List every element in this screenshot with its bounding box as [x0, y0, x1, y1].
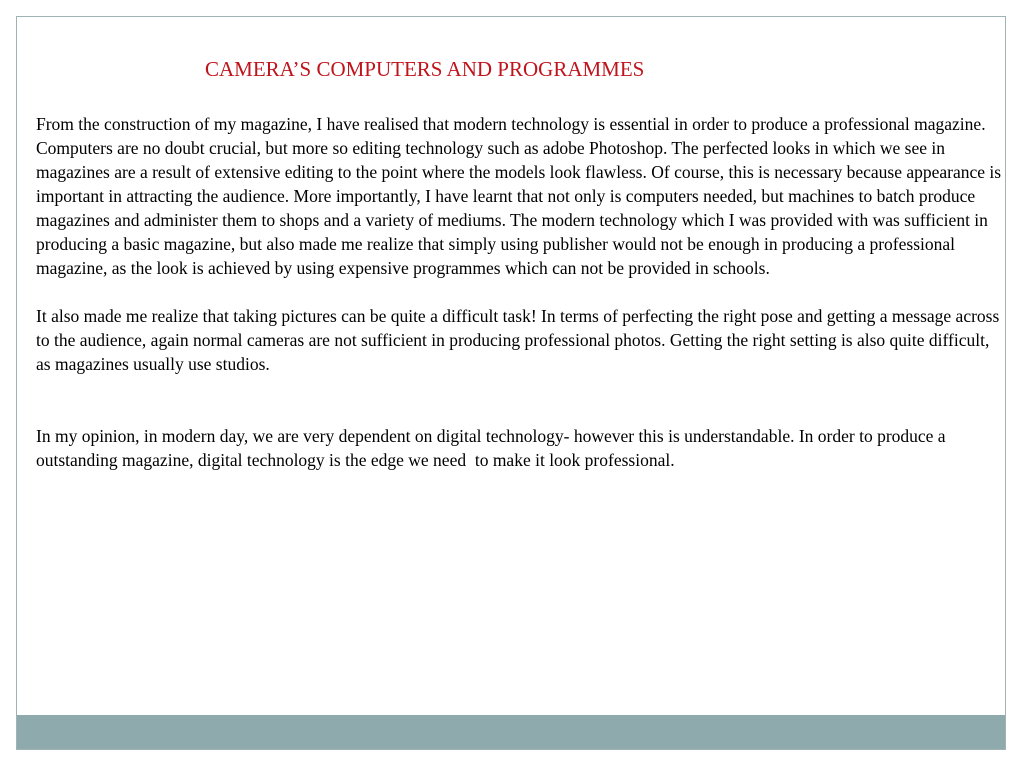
paragraph-opinion: In my opinion, in modern day, we are very dependent on digital technology- however this is understandable. In order to produce a outstanding magazine, digital technology is the edge we need to make it look professional. [36, 426, 955, 470]
paragraph-technology: From the construction of my magazine, I have realised that modern technology is essential in order to produce a professional magazine. Computers are no doubt crucial, but more so editing technology such as adobe Photoshop. The perfected looks in which we see in magazines are a result of extensive editing to the point where the models look flawless. Of course, this is necessary because appearance is important in attracting the audience. More importantly, I have learnt that not only is computers needed, but machines to batch produce magazines and administer them to shops and a variety of mediums. The modern technology which I was provided with was sufficient in producing a basic magazine, but also made me realize that simply using publisher would not be enough in producing a professional magazine, as the look is achieved by using expensive programmes which can not be provided in schools. [36, 114, 1006, 278]
paragraph-cameras: It also made me realize that taking pictures can be quite a difficult task! In terms of perfecting the right pose and getting a message across to the audience, again normal cameras are not sufficient in producing professional photos. Getting the right setting is also quite difficult, as magazines usually use studios. [36, 306, 1004, 374]
slide [16, 16, 1006, 750]
slide-body [36, 112, 1004, 472]
slide-title: CAMERA’S COMPUTERS AND PROGRAMMES [205, 57, 645, 81]
footer-bar [17, 715, 1005, 749]
